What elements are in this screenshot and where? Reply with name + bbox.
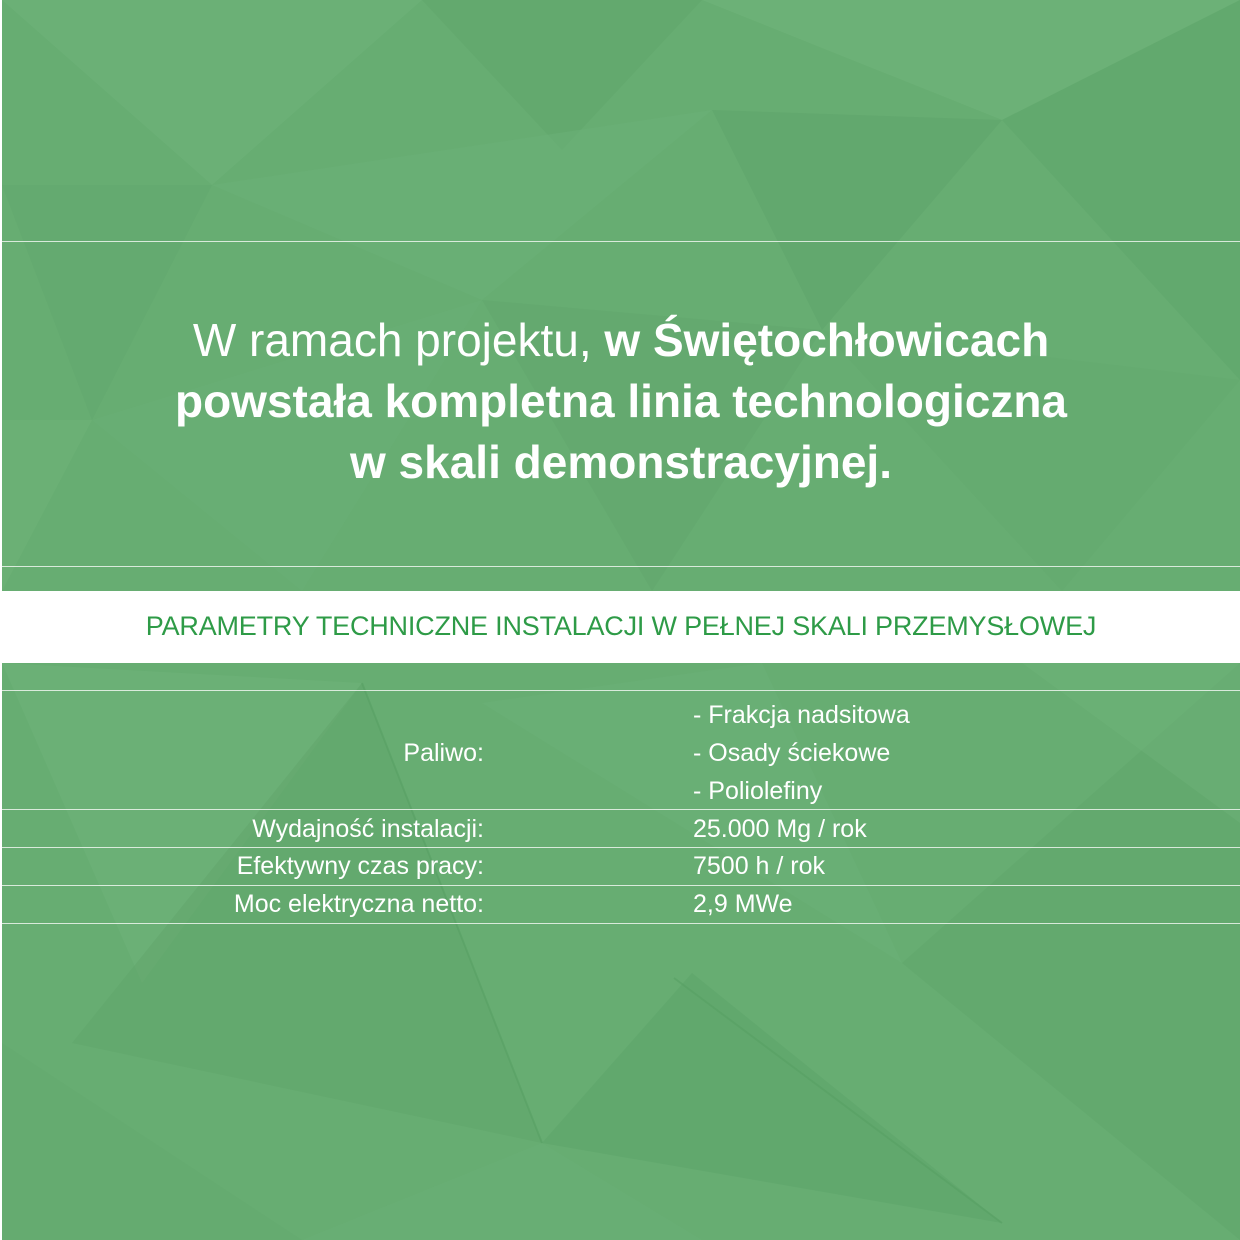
- param-label-fuel: Paliwo:: [403, 739, 484, 767]
- project-statement: [2, 310, 1240, 493]
- statement-line-3: w skali demonstracyjnej.: [349, 436, 892, 488]
- param-value-fuel-1: - Frakcja nadsitowa: [693, 701, 910, 729]
- parameters-table: [2, 663, 1240, 1240]
- divider-line: [2, 241, 1240, 242]
- statement-intro-text: W ramach projektu,: [192, 314, 605, 366]
- param-label-operating-time: Efektywny czas pracy:: [236, 852, 484, 880]
- top-panel: [2, 0, 1240, 591]
- section-heading-band: [2, 591, 1240, 663]
- param-value-electric-power: 2,9 MWe: [693, 890, 793, 918]
- param-value-capacity: 25.000 Mg / rok: [693, 815, 867, 843]
- statement-line-2: powstała kompletna linia technologiczna: [174, 375, 1068, 427]
- param-value-fuel-2: - Osady ściekowe: [693, 739, 891, 767]
- param-value-operating-time: 7500 h / rok: [693, 852, 826, 880]
- param-label-electric-power: Moc elektryczna netto:: [233, 890, 484, 918]
- section-title: PARAMETRY TECHNICZNE INSTALACJI W PEŁNEJ SKALI PRZEMYSŁOWEJ: [145, 611, 1097, 641]
- statement-line-1: [2, 310, 1240, 371]
- divider-line: [2, 566, 1240, 567]
- statement-location-text: w Świętochłowicach: [604, 314, 1050, 366]
- param-label-capacity: Wydajność instalacji:: [252, 815, 484, 843]
- param-value-fuel-3: - Poliolefiny: [693, 777, 823, 805]
- polygon-background-pattern: [2, 0, 1240, 591]
- parameters-panel: [2, 663, 1240, 1240]
